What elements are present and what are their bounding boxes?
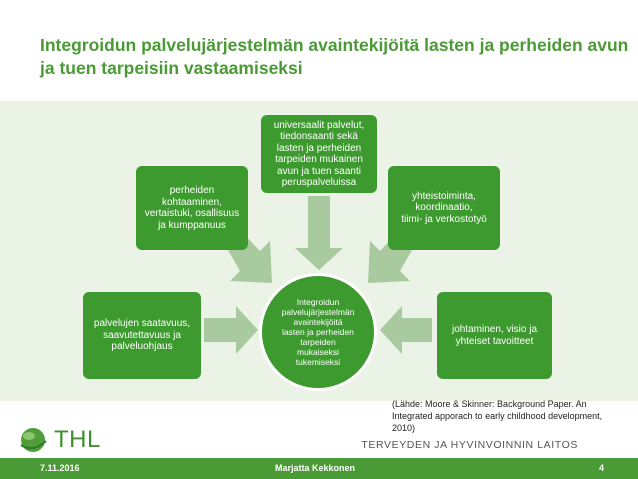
box-cooperation-text: yhteistoiminta, koordinaatio, tiimi- ja verkostotyö (401, 190, 487, 225)
box-cooperation (388, 166, 500, 250)
box-family-encounter-text: perheiden kohtaaminen, vertaistuki, osallisuus ja kumppanuus (144, 185, 240, 231)
source-citation: (Lähde: Moore & Skinner: Background Paper. An Integrated apporach to early childhood development, 2010) (392, 399, 603, 433)
thl-logo (18, 425, 128, 455)
box-leadership (437, 292, 552, 379)
logo-text: THL (54, 426, 101, 453)
box-leadership-text: johtaminen, visio ja yhteiset tavoitteet (451, 324, 538, 347)
box-universal-services-text: universaalit palvelut, tiedonsaanti sekä lasten ja perheiden tarpeiden mukainen avun ja tuen saanti peruspalveluissa (273, 119, 365, 188)
footer-page-number: 4 (598, 463, 604, 473)
footer-date: 7.11.2016 (40, 463, 80, 473)
thl-globe-icon (18, 425, 48, 455)
center-circle-text: Integroidun palvelujärjestelmän avaintekijöitä lasten ja perheiden tarpeiden mukaiseksi tukemiseksi (281, 297, 355, 367)
institute-name: TERVEYDEN JA HYVINVOINNIN LAITOS (361, 439, 578, 451)
arrow-left (204, 306, 258, 354)
arrow-right (380, 306, 432, 354)
center-circle (259, 273, 377, 391)
box-family-encounter (136, 166, 248, 250)
arrow-top (295, 196, 343, 270)
box-universal-services (261, 115, 377, 193)
box-service-availability (83, 292, 201, 379)
slide-title: Integroidun palvelujärjestelmän avaintekijöitä lasten ja perheiden avun ja tuen tarpeisiin vastaamiseksi (40, 35, 629, 78)
box-service-availability-text: palvelujen saatavuus, saavutettavuus ja palveluohjaus (93, 318, 191, 353)
footer-bar (0, 458, 638, 479)
footer-author: Marjatta Kekkonen (275, 463, 356, 473)
